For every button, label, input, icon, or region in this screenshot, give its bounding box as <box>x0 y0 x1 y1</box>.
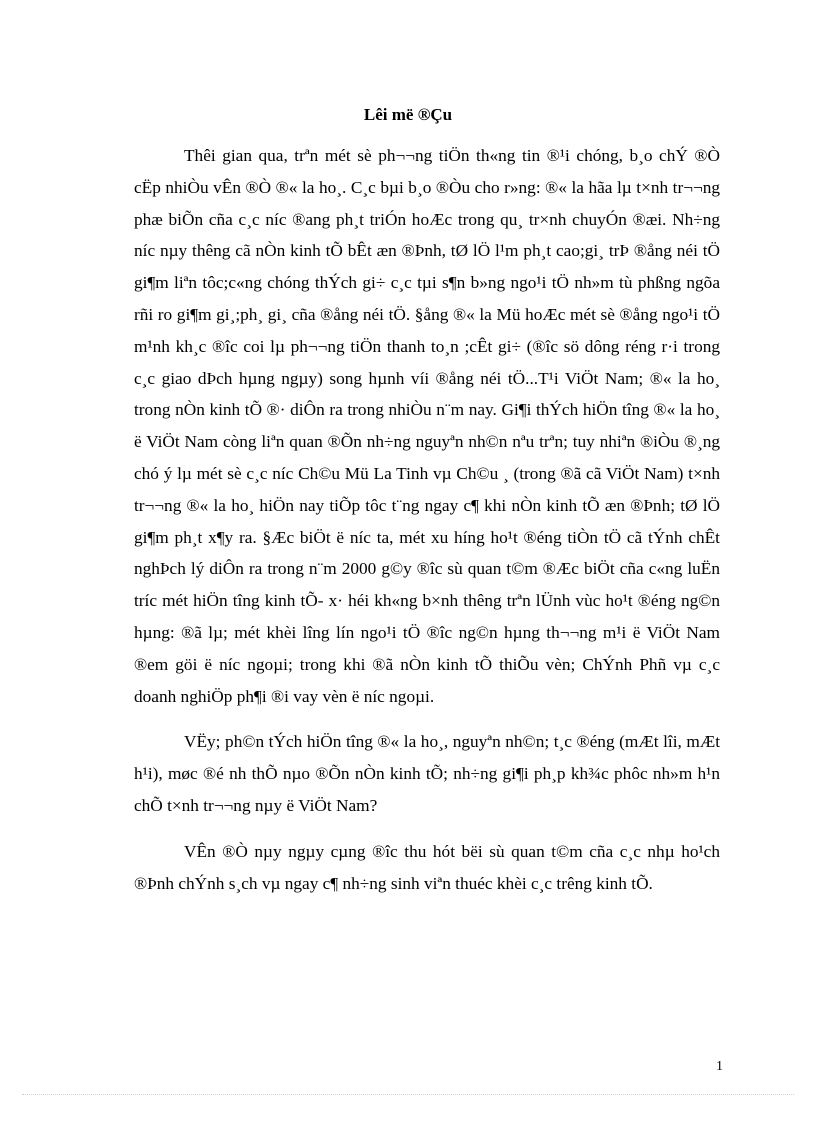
paragraph-3: VÊn ®Ò nµy ngµy cµng ®îc thu hót bëi sù quan t©m cña c¸c nhµ ho¹ch ®Þnh chÝnh s¸ch vµ ngay c¶ nh÷ng sinh viªn thuéc khèi c¸c trêng kinh tÕ. <box>134 841 720 893</box>
page-bottom-divider <box>22 1094 794 1095</box>
page-title: Lêi më ®Çu <box>363 105 453 124</box>
paragraph-1: Thêi gian qua, trªn mét sè ph¬¬ng tiÖn th«ng tin ®¹i chóng, b¸o chÝ ®Ò cËp nhiÒu vÊn ®Ò ®« la ho¸. C¸c bµi b¸o ®Òu cho r»ng: ®« la hãa lµ t×nh tr¬¬ng phæ biÕn cña c¸c níc ®ang ph¸t triÓn hoÆc trong qu¸ tr×nh chuyÓn ®æi. Nh÷ng níc nµy thêng cã nÒn kinh tÕ bÊt æn ®Þnh, tØ lÖ l¹m ph¸t cao;gi¸ trÞ ®ång néi tÖ gi¶m liªn tôc;c«ng chóng thÝch gi÷ c¸c tµi s¶n b»ng ngo¹i tÖ nh»m tù phßng ngõa rñi ro gi¶m gi¸;ph¸ gi¸ cña ®ång néi tÖ. §ång ®« la Mü hoÆc mét sè ®ång ngo¹i tÖ m¹nh kh¸c ®îc coi lµ ph¬¬ng tiÖn thanh to¸n ;cÊt gi÷ (®îc sö dông réng r·i trong c¸c giao dÞch hµng ngµy) song hµnh víi ®ång néi tÖ...T¹i ViÖt Nam; ®« la ho¸ trong nÒn kinh tÕ ®· diÔn ra trong nhiÒu n¨m nay. Gi¶i thÝch hiÖn tîng ®« la ho¸ ë ViÖt Nam còng liªn quan ®Õn nh÷ng nguyªn nh©n nªu trªn; tuy nhiªn ®iÒu ®¸ng chó ý lµ mét sè c¸c níc Ch©u Mü La Tinh vµ Ch©u ¸ (trong ®ã cã ViÖt Nam) t×nh tr¬¬ng ®« la ho¸ hiÖn nay tiÕp tôc t¨ng ngay c¶ khi nÒn kinh tÕ æn ®Þnh; tØ lÖ gi¶m ph¸t x¶y ra. §Æc biÖt ë níc ta, mét xu híng ho¹t ®éng tiÒn tÖ cã tÝnh chÊt nghÞch lý diÔn ra trong n¨m 2000 g©y ®îc sù quan t©m ®Æc biÖt cña c«ng luËn tríc mét hiÖn tîng kinh tÕ- x· héi kh«ng b×nh thêng trªn lÜnh vùc ho¹t ®éng ng©n hµng: ®ã lµ; mét khèi lîng lín ngo¹i tÖ ®îc ng©n hµng th¬¬ng m¹i ë ViÖt Nam ®em göi ë níc ngoµi; trong khi ®ã nÒn kinh tÕ thiÕu vèn; ChÝnh Phñ vµ c¸c doanh nghiÖp ph¶i ®i vay vèn ë níc ngoµi. <box>134 146 720 706</box>
body-text <box>134 140 720 899</box>
page-number: 1 <box>716 1059 723 1074</box>
paragraph-2: VËy; ph©n tÝch hiÖn tîng ®« la ho¸, nguyªn nh©n; t¸c ®éng (mÆt lîi, mÆt h¹i), møc ®é nh thÕ nµo ®Õn nÒn kinh tÕ; nh÷ng gi¶i ph¸p kh¾c phôc nh»m h¹n chÕ t×nh tr¬¬ng nµy ë ViÖt Nam? <box>134 732 720 815</box>
